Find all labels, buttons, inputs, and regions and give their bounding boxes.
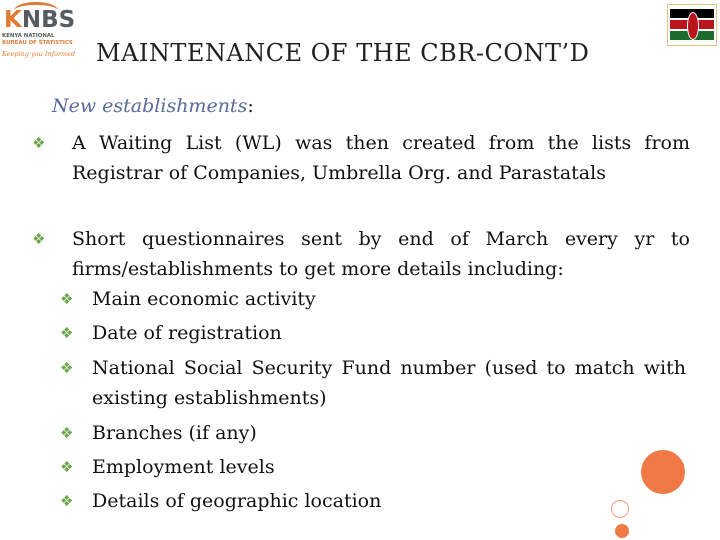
subhead-label: New establishments <box>52 95 248 117</box>
sub-bullet-geographic-location <box>60 486 686 516</box>
bullet-waiting-list <box>32 128 690 188</box>
decorative-small-circle <box>615 524 629 538</box>
logo-letters-rest: NBS <box>21 7 76 33</box>
logo-tagline: Keeping you Informed <box>2 50 76 58</box>
sub-bullet-text: National Social Security Fund number (used to match with existing establishments) <box>92 357 686 409</box>
diamond-bullet-icon: ❖ <box>32 230 46 248</box>
slide-title: MAINTENANCE OF THE CBR-CONT’D <box>96 39 590 67</box>
knbs-logo <box>0 0 84 80</box>
flag-shield-icon <box>687 12 699 40</box>
sub-bullet-text: Main economic activity <box>92 288 316 310</box>
sub-bullet-text: Date of registration <box>92 322 282 344</box>
logo-line-2: BUREAU OF STATISTICS <box>2 40 73 46</box>
diamond-bullet-icon: ❖ <box>60 359 74 377</box>
subhead <box>52 95 254 117</box>
sub-bullet-nssf-number <box>60 353 686 413</box>
diamond-bullet-icon: ❖ <box>60 492 74 510</box>
sub-bullet-text: Branches (if any) <box>92 422 257 444</box>
diamond-bullet-icon: ❖ <box>60 458 74 476</box>
logo-letter-k: K <box>4 7 22 33</box>
kenya-flag <box>667 4 717 46</box>
sub-bullet-text: Employment levels <box>92 456 275 478</box>
decorative-orange-circle <box>641 450 685 494</box>
sub-bullet-registration-date <box>60 318 686 348</box>
subhead-colon: : <box>247 95 254 117</box>
diamond-bullet-icon: ❖ <box>32 134 46 152</box>
sub-bullet-employment <box>60 452 686 482</box>
bullet-text: A Waiting List (WL) was then created from the lists from Registrar of Companies, Umbrella Org. and Parastatals <box>72 132 690 184</box>
diamond-bullet-icon: ❖ <box>60 424 74 442</box>
bullet-questionnaires <box>32 224 690 284</box>
sub-bullet-economic-activity <box>60 284 686 314</box>
logo-letters <box>4 8 75 32</box>
diamond-bullet-icon: ❖ <box>60 324 74 342</box>
sub-bullet-text: Details of geographic location <box>92 490 382 512</box>
logo-line-1: KENYA NATIONAL <box>2 33 55 39</box>
decorative-outline-circle <box>611 500 629 518</box>
diamond-bullet-icon: ❖ <box>60 290 74 308</box>
sub-bullet-branches <box>60 418 686 448</box>
bullet-text: Short questionnaires sent by end of March every yr to firms/establishments to get more details including: <box>72 228 690 280</box>
